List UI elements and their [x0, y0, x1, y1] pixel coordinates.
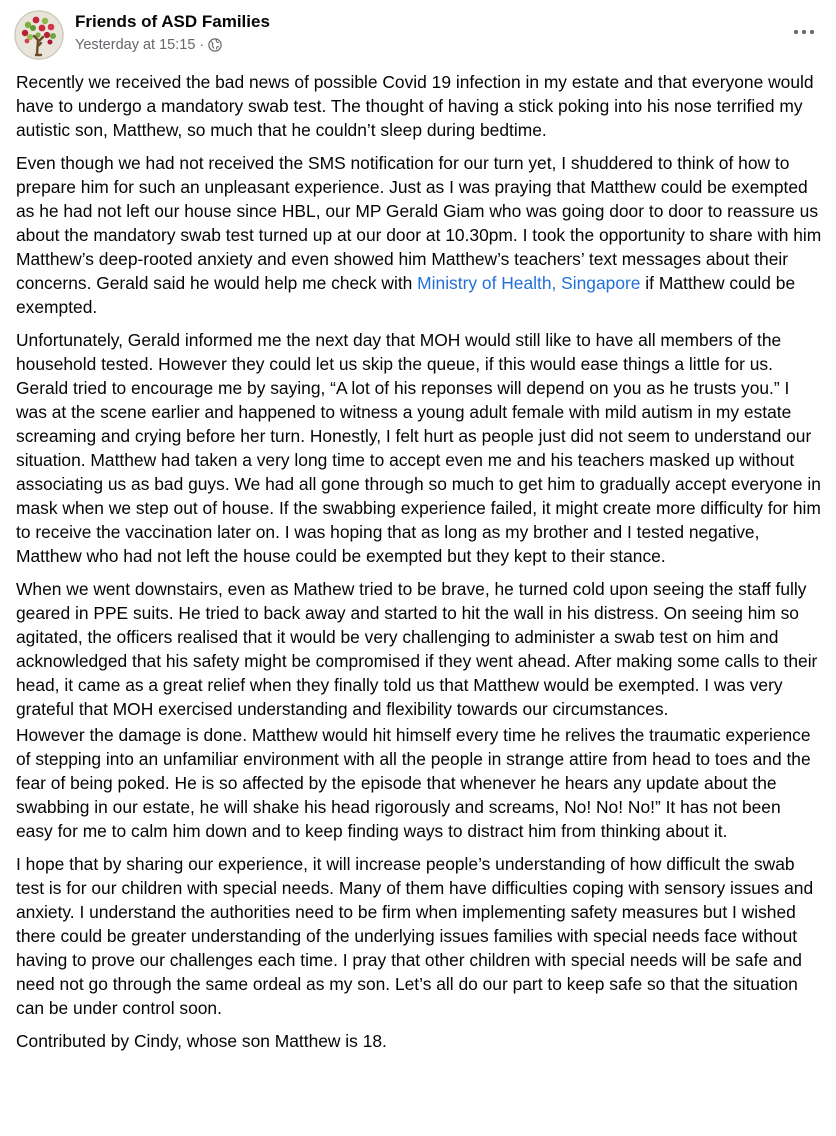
- post-header: [14, 10, 822, 60]
- paragraph-6: I hope that by sharing our experience, it will increase people’s understanding of how difficult the swab test is for our children with special needs. Many of them have difficulties coping with sensory issues and anxiety. I understand the authorities need to be firm when implementing safety measures but I wished there could be greater understanding of the underlying issues families with special needs face without having to prove our challenges each time. I pray that other children with special needs will be safe and need not go through the same ordeal as my son. Let’s all do our part to keep safe so that the situation can be under control soon.: [16, 854, 814, 1018]
- tree-logo-icon: [14, 10, 64, 60]
- paragraph-5: However the damage is done. Matthew would hit himself every time he relives the traumatic experience of stepping into an unfamiliar environment with all the people in strange attire from head to toes and the fear of being poked. He is so affected by the episode that whenever he hears any update about the swabbing in our estate, he will shake his head rigorously and screams, No! No! No!” It has not been easy for me to calm him down and to keep finding ways to distract him from thinking about it.: [16, 725, 811, 841]
- meta-separator: ·: [199, 37, 205, 53]
- page-name-link[interactable]: Friends of ASD Families: [75, 12, 270, 31]
- page-avatar[interactable]: [14, 10, 64, 60]
- paragraph-2: [16, 151, 822, 319]
- paragraph-2-text-a: Even though we had not received the SMS notification for our turn yet, I shuddered to think of how to prepare him for such an unpleasant experience. Just as I was praying that Matthew could be exempted as he had not left our house since HBL, our MP Gerald Giam who was going door to door to reassure us about the mandatory swab test turned up at our door at 10.30pm. I took the opportunity to share with him Matthew’s deep-rooted anxiety and even showed him Matthew’s teachers’ text messages about their concerns. Gerald said he would help me check with: [16, 153, 822, 293]
- paragraph-7: Contributed by Cindy, whose son Matthew is 18.: [16, 1031, 387, 1051]
- more-options-icon[interactable]: [790, 22, 818, 42]
- post-timestamp[interactable]: Yesterday at 15:15: [75, 37, 196, 53]
- moh-page-link[interactable]: Ministry of Health, Singapore: [417, 273, 641, 293]
- paragraph-1: Recently we received the bad news of possible Covid 19 infection in my estate and that everyone would have to undergo a mandatory swab test. The thought of having a stick poking into his nose terrified my autistic son, Matthew, so much that he couldn’t sleep during bedtime.: [16, 72, 814, 140]
- paragraph-3: Unfortunately, Gerald informed me the next day that MOH would still like to have all members of the household tested. However they could let us skip the queue, if this would ease things a little for us. Gerald tried to encourage me by saying, “A lot of his reponses will depend on you as he trusts you.” I was at the scene earlier and happened to witness a young adult female with mild autism in my estate screaming and crying before her turn. Honestly, I felt hurt as people just did not seem to understand our situation. Matthew had taken a very long time to accept even me and his teachers masked up without associating us as bad guys. We had all gone through so much to get him to gradually accept everyone in mask when we step out of house. If the swabbing experience failed, it might create more difficulty for him to receive the vaccination later on. I was hoping that as long as my brother and I tested negative, Matthew who had not left the house could be exempted but they kept to their stance.: [16, 330, 821, 566]
- post-message: [16, 70, 822, 1062]
- globe-icon[interactable]: [208, 38, 222, 52]
- post-meta: [75, 37, 222, 53]
- paragraph-4: When we went downstairs, even as Mathew tried to be brave, he turned cold upon seeing the staff fully geared in PPE suits. He tried to back away and started to hit the wall in his distress. On seeing him so agitated, the officers realised that it would be very challenging to administer a swab test on him and acknowledged that his safety might be compromised if they went ahead. After making some calls to their head, it came as a great relief when they finally told us that Matthew would be exempted. I was very grateful that MOH exercised understanding and flexibility towards our circumstances.: [16, 579, 818, 719]
- paragraph-2-text-b: if Matthew could be exempted.: [16, 273, 796, 317]
